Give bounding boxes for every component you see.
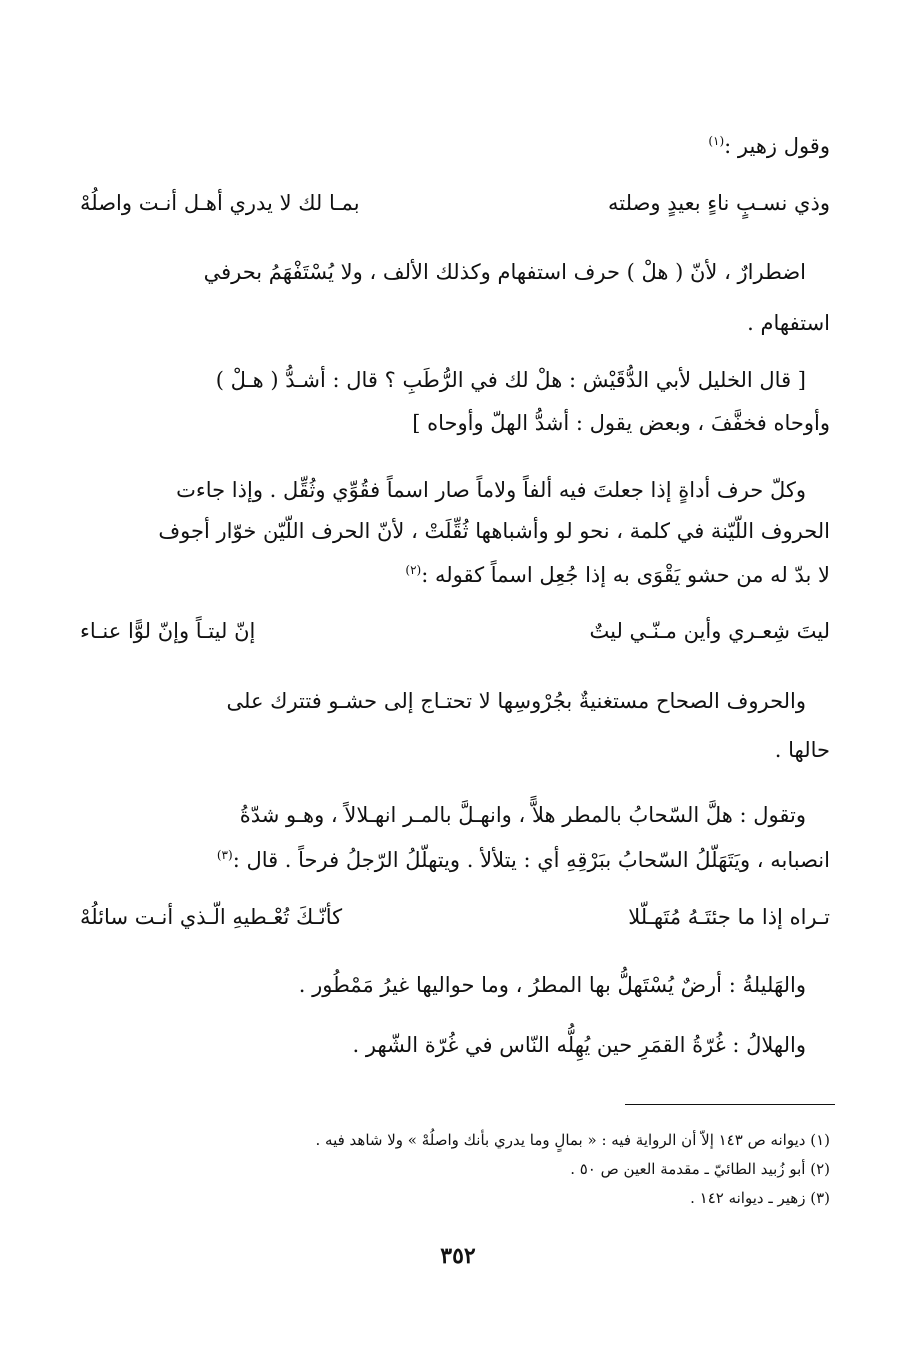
footnote-ref-3: (٣) (216, 848, 233, 862)
para-5-line-1: وتقول : هلَّ السّحابُ بالمطر هلاًّ ، وانهـلَّ بالمـر انهـلالاً ، وهـو شدّةُ (239, 803, 806, 827)
verse-2-first-hemistich: ليتَ شِعـري وأين مـنّـي ليتٌ (589, 619, 830, 643)
para-3-line-3 (80, 555, 830, 590)
verse-3-first-hemistich: تـراه إذا ما جئتَـهُ مُتَهـلّلا (628, 905, 830, 929)
footnote-separator (625, 1104, 835, 1105)
para-4-line-2: حالها . (774, 738, 830, 762)
verse-3-second-hemistich: كأنّـكَ تُعْـطيهِ الّـذي أنـت سائلُهْ (80, 905, 343, 929)
para-3-line-1: وكلّ حرف أداةٍ إذا جعلتَ فيه ألفاً ولاماً صار اسماً فقُوِّي وثُقِّل . وإذا جاءت (176, 478, 806, 502)
page-number: ٣٥٢ (440, 1243, 476, 1269)
intro-line (80, 126, 830, 161)
para-3-line-3-text: لا بدّ له من حشو يَقْوَى به إذا جُعِل اسماً كقوله : (421, 563, 830, 587)
verse-2 (80, 614, 830, 648)
verse-3 (80, 900, 830, 934)
verse-2-second-hemistich: إنّ ليتـاً وإنّ لوًّا عنـاء (80, 619, 256, 643)
para-1-line-1: اضطرارٌ ، لأنّ ( هلْ ) حرف استفهام وكذلك الألف ، ولا يُسْتَفْهَمُ بحرفي (203, 260, 806, 284)
para-5-line-2-text: انصبابه ، ويَتَهَلّلُ السّحابُ ببَرْقِهِ أي : يتلألأ . ويتهلّلُ الرّجلُ فرحاً . قال : (232, 848, 830, 872)
para-1-line-2: استفهام . (747, 311, 830, 335)
para-5-line-2 (80, 840, 830, 875)
para-3-line-2: الحروف اللّيّنة في كلمة ، نحو لو وأشباهها ثُقِّلَتْ ، لأنّ الحرف اللّيّن خوّار أجوف (158, 519, 830, 543)
definition-haliila: والهَليلةُ : أرضٌ يُسْتَهلُّ بها المطرُ ، وما حواليها غيرُ مَمْطُور . (298, 973, 806, 997)
footnote-2: (٢) أبو زُبيد الطائيّ ـ مقدمة العين ص ٥٠ . (570, 1160, 830, 1178)
footnote-ref-1: (١) (708, 134, 725, 148)
footnote-3: (٣) زهير ـ ديوانه ١٤٢ . (690, 1189, 830, 1207)
para-2-line-2: وأوحاه فخفَّفَ ، وبعض يقول : أشدُّ الهلّ وأوحاه ] (412, 411, 830, 435)
definition-hilal: والهلالُ : غُرّةُ القمَرِ حين يُهِلُّه النّاس في غُرّة الشّهر . (352, 1033, 806, 1057)
verse-1 (80, 186, 830, 220)
verse-1-first-hemistich: وذي نسـبٍ ناءٍ بعيدٍ وصلته (608, 191, 830, 215)
verse-1-second-hemistich: بمـا لك لا يدري أهـل أنـت واصلُهْ (80, 191, 360, 215)
footnote-1: (١) ديوانه ص ١٤٣ إلاّ أن الرواية فيه : « بمالٍ وما يدري بأنك واصلُهْ » ولا شاهد فيه . (315, 1131, 830, 1149)
footnote-ref-2: (٢) (405, 563, 422, 577)
para-4-line-1: والحروف الصحاح مستغنيةٌ بجُرْوسِها لا تحتـاج إلى حشـو فتترك على (226, 689, 806, 713)
intro-text: وقول زهير : (724, 134, 830, 158)
para-2-line-1: [ قال الخليل لأبي الدُّقَيْش : هلْ لك في الرُّطَبِ ؟ قال : أشـدُّ ( هـلْ ) (215, 368, 806, 392)
